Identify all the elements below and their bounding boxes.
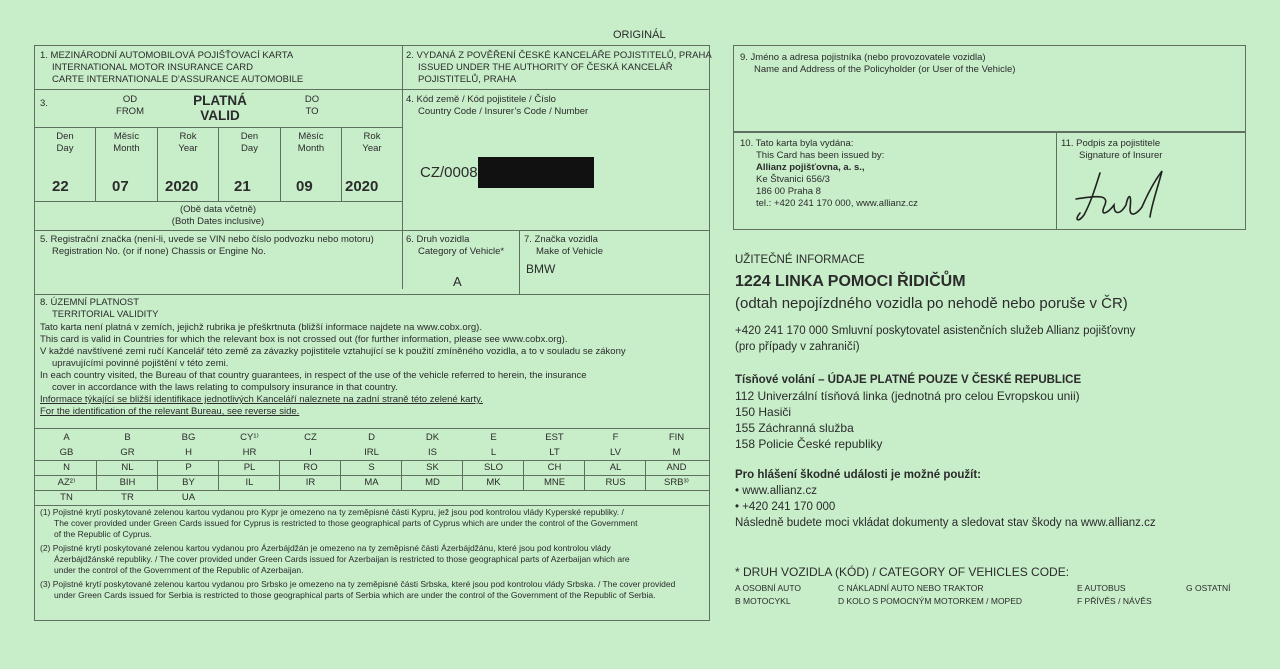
country-cell: B: [124, 432, 131, 443]
country-cell: GR: [120, 447, 135, 458]
country-cell: MA: [364, 477, 379, 488]
box2-title: 2. VYDANÁ Z POVĚŘENÍ ČESKÉ KANCELÁŘE POJISTITELŮ, PRAHA ISSUED UNDER THE AUTHORITY OF ČESKÁ KANCELÁŘ POJISTITELŮ, PRAHA: [406, 50, 712, 85]
insurer-signature: [1070, 165, 1180, 227]
country-cell: AND: [666, 462, 687, 473]
from-day-value: 22: [52, 178, 69, 195]
country-cell: H: [185, 447, 192, 458]
country-cell: S: [368, 462, 375, 473]
country-cell: IS: [428, 447, 437, 458]
country-cell: EST: [545, 432, 564, 443]
box4-title: 4. Kód země / Kód pojistitele / Číslo Country Code / Insurer’s Code / Number: [406, 94, 589, 117]
country-cell: D: [368, 432, 375, 443]
country-cell: E: [490, 432, 497, 443]
category-g: G OSTATNÍ: [1186, 583, 1231, 593]
to-year-value: 2020: [345, 178, 379, 195]
country-cell: BY: [182, 477, 195, 488]
to-label: DO TO: [304, 94, 320, 117]
original-label: ORIGINÁL: [613, 29, 666, 41]
valid-label: PLATNÁ VALID: [193, 93, 247, 123]
box11-title: 11. Podpis za pojistitele Signature of Insurer: [1061, 138, 1163, 161]
country-cell: I: [309, 447, 312, 458]
country-cell: A: [63, 432, 70, 443]
country-cell: BIH: [119, 477, 136, 488]
country-cell: CY¹⁾: [240, 432, 259, 443]
country-cell: DK: [425, 432, 440, 443]
country-cell: NL: [121, 462, 134, 473]
box7-title: 7. Značka vozidla Make of Vehicle: [524, 234, 604, 257]
country-cell: UA: [181, 492, 196, 503]
country-cell: MD: [425, 477, 440, 488]
country-cell: GB: [59, 447, 74, 458]
both-dates-note: (Obě data včetně) (Both Dates inclusive): [171, 204, 265, 227]
country-cell: AL: [609, 462, 622, 473]
category-e-f: E AUTOBUS F PŘÍVĚS / NÁVĚS: [1077, 583, 1152, 606]
vehicle-make-value: BMW: [526, 262, 556, 276]
emergency-info: Tísňové volání – ÚDAJE PLATNÉ POUZE V ČESKÉ REPUBLICE 112 Univerzální tísňová linka (jednotná pro celou Evropskou unii) 150 Hasiči 155 Záchranná služba 158 Policie České republiky: [735, 374, 1082, 451]
box1-title: 1. MEZINÁRODNÍ AUTOMOBILOVÁ POJIŠŤOVACÍ KARTA INTERNATIONAL MOTOR INSURANCE CARD CARTE INTERNATIONALE D’ASSURANCE AUTOMOBILE: [40, 50, 304, 85]
country-cell: LT: [549, 447, 560, 458]
box9-title: 9. Jméno a adresa pojistníka (nebo provozovatele vozidla) Name and Address of the Policyholder (or User of the Vehicle): [740, 52, 1016, 75]
country-cell: LV: [610, 447, 621, 458]
box6-title: 6. Druh vozidla Category of Vehicle*: [406, 234, 505, 257]
country-cell: CH: [547, 462, 562, 473]
country-cell: HR: [242, 447, 257, 458]
from-year-value: 2020: [165, 178, 199, 195]
territorial-text: Tato karta není platná v zemích, jejichž rubrika je přeškrtnuta (bližší informace najdete na www.cobx.org). This card is valid in Countries for which the relevant box is not crossed out (for further information, please see www.cobx.org). V každé navštívené zemi ručí Kancelář této země za závazky pojistitele vztahující se k použití zmíněného vozidla, a to v souladu se zákony upravujícími povinné pojištění v této zemi. In each country visited, the Bureau of that country guarantees, in respect of the use of the vehicle referred to herein, the insurance cover in accordance with the laws relating to compulsory insurance in that country. Informace týkající se bližší identifikace jednotlivých Kanceláří naleznete na zadní straně této zelené karty. For the identification of the relevant Bureau, see reverse side.: [40, 322, 626, 417]
box8-title: 8. ÚZEMNÍ PLATNOST TERRITORIAL VALIDITY: [40, 297, 159, 320]
to-month-head: Měsíc Month: [297, 131, 325, 154]
country-cell: IL: [245, 477, 254, 488]
box3-number: 3.: [40, 98, 48, 109]
info-title: UŽITEČNÉ INFORMACE: [735, 254, 865, 266]
country-cell: IR: [305, 477, 316, 488]
box5-title: 5. Registrační značka (není-li, uvede se VIN nebo číslo podvozku nebo motoru) Registration No. (or if none) Chassis or Engine No.: [40, 234, 374, 257]
country-cell: MK: [486, 477, 501, 488]
country-cell: L: [490, 447, 497, 458]
hotline-subtitle: (odtah nepojízdného vozidla po nehodě nebo poruše v ČR): [735, 295, 1128, 312]
country-cell: PL: [243, 462, 256, 473]
country-cell: SRB³⁾: [663, 477, 690, 488]
country-cell: TR: [121, 492, 134, 503]
to-year-head: Rok Year: [362, 131, 382, 154]
country-cell: BG: [181, 432, 196, 443]
country-cell: M: [672, 447, 681, 458]
country-cell: N: [63, 462, 70, 473]
box10-issuer: 10. Tato karta byla vydána: This Card has been issued by: Allianz pojišťovna, a. s., Ke Štvanici 656/3 186 00 Praha 8 tel.: +420 241 170 000, www.allianz.cz: [740, 138, 918, 209]
from-month-value: 07: [112, 178, 129, 195]
from-day-head: Den Day: [56, 131, 74, 154]
to-month-value: 09: [296, 178, 313, 195]
category-c-d: C NÁKLADNÍ AUTO NEBO TRAKTOR D KOLO S POMOCNÝM MOTORKEM / MOPED: [838, 583, 1023, 606]
category-a-b: A OSOBNÍ AUTO B MOTOCYKL: [735, 583, 801, 606]
country-cell: SK: [426, 462, 439, 473]
footnotes: (1) Pojistné krytí poskytované zelenou kartou vydanou pro Kypr je omezeno na ty zeměpisné části Kypru, jež jsou pod kontrolou vlády Kyperské republiky. / The cover provided under Green Cards issued for Cyprus is restricted to those geographical parts of Cyprus which are under the control of the Government of the Republic of Cyprus. (2) Pojistné krytí poskytované zelenou kartou vydanou pro Ázerbájdžán je omezeno na ty zeměpisné části Ázerbájdžánu, které jsou pod kontrolou vlády Ázerbájdžánské republiky. / The cover provided under Green Cards issued for Azerbaijan is restricted to those geographical parts of Azerbaijan which are under the control of the Government of the Republic of Azerbaijan. (3) Pojistné krytí poskytované zelenou kartou vydanou pro Srbsko je omezeno na ty zeměpisné části Srbska, které jsou pod kontrolou vlády Srbska. / The cover provided under Green Cards issued for Serbia is restricted to those geographical parts of Serbia which are under the control of the Government of the Republic of Serbia.: [40, 507, 676, 600]
vehicle-category-value: A: [453, 274, 462, 289]
assistance-info: +420 241 170 000 Smluvní poskytovatel asistenčních služeb Allianz pojišťovny (pro případy v zahraničí): [735, 325, 1136, 353]
country-cell: MNE: [543, 477, 566, 488]
to-day-head: Den Day: [240, 131, 259, 154]
vehicle-categories-title: * DRUH VOZIDLA (KÓD) / CATEGORY OF VEHICLES CODE:: [735, 565, 1070, 579]
country-cell: RUS: [605, 477, 626, 488]
country-cell: F: [612, 432, 619, 443]
redacted-number: [478, 157, 594, 188]
to-day-value: 21: [234, 178, 251, 195]
country-cell: SLO: [483, 462, 503, 473]
from-year-head: Rok Year: [178, 131, 198, 154]
country-cell: FIN: [668, 432, 685, 443]
card-number: CZ/0008: [420, 164, 478, 181]
country-cell: P: [185, 462, 192, 473]
hotline-title: 1224 LINKA POMOCI ŘIDIČŮM: [735, 273, 966, 290]
country-cell: TN: [60, 492, 73, 503]
country-cell: AZ²⁾: [57, 477, 76, 488]
from-label: OD FROM: [116, 94, 144, 117]
from-month-head: Měsíc Month: [113, 131, 140, 154]
country-cell: IRL: [364, 447, 379, 458]
country-cell: RO: [303, 462, 318, 473]
country-cell: CZ: [304, 432, 317, 443]
claim-report-info: Pro hlášení škodné události je možné použít: • www.allianz.cz • +420 241 170 000 Následně budete moci vkládat dokumenty a sledovat stav škody na www.allianz.cz: [735, 469, 1156, 529]
